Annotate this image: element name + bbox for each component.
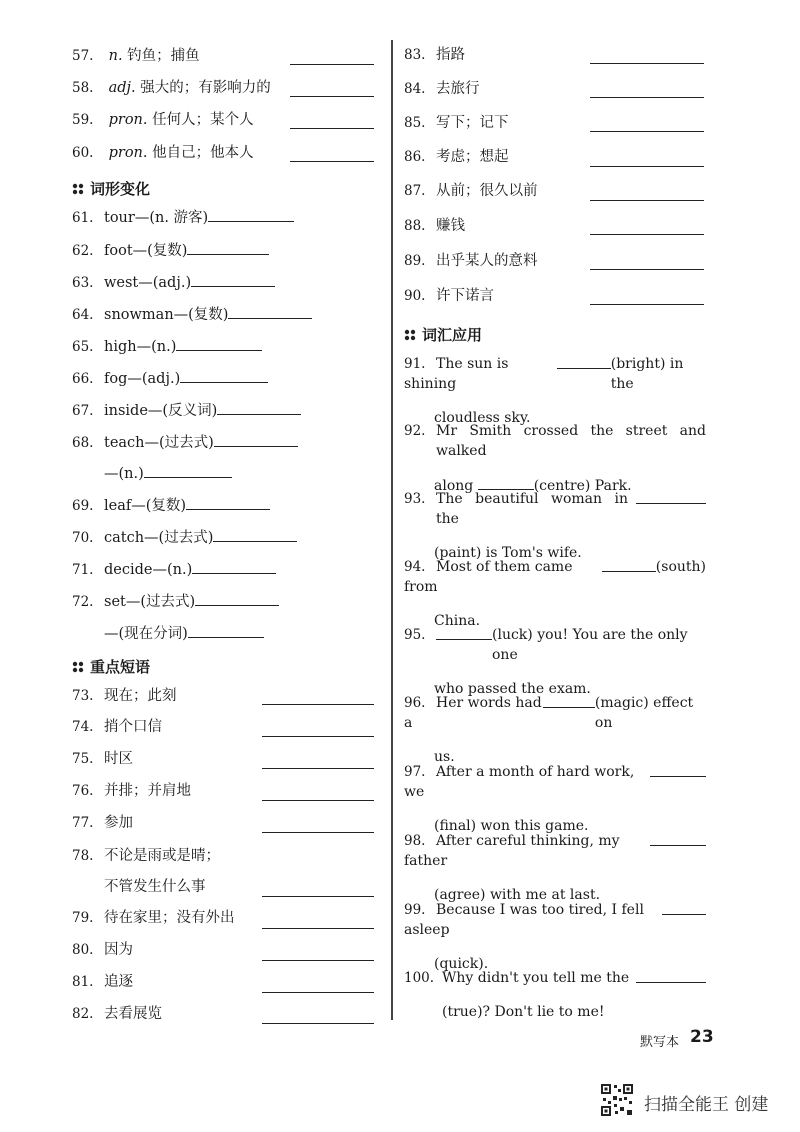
item-text: 去看展览 [104, 1006, 162, 1022]
section-heading-vocab-use [404, 324, 482, 345]
vocab-item-60 [72, 143, 254, 163]
sentence-text: (luck) you! You are the only one [492, 627, 688, 663]
item-text: 不管发生什么事 [104, 879, 206, 895]
sentence-item-96 [404, 693, 706, 767]
item-text: 现在；此刻 [104, 688, 177, 704]
item-number: 92. [404, 423, 426, 439]
phrase-item [404, 45, 465, 65]
word-form-item [72, 240, 269, 261]
answer-blank[interactable] [290, 128, 374, 129]
word-form-item [72, 463, 232, 484]
sentence-text: Mr Smith crossed the street and walked [436, 423, 706, 459]
item-number: 65. [72, 339, 94, 355]
answer-blank[interactable] [213, 527, 297, 542]
sentence-item-95 [404, 625, 706, 699]
item-text: —(n.) [104, 466, 144, 482]
item-text: fog—(adj.) [104, 371, 181, 387]
sentence-text: Because I was too tired, I fell asleep [404, 902, 644, 938]
answer-blank[interactable] [262, 928, 374, 929]
section-bullet-icon [72, 661, 84, 673]
item-text: 捎个口信 [104, 719, 162, 735]
answer-blank[interactable] [436, 625, 492, 640]
item-number: 73. [72, 688, 94, 704]
item-number: 58. [72, 80, 94, 96]
phrase-item [404, 113, 509, 133]
item-number: 80. [72, 942, 94, 958]
sentence-text: (bright) in the [610, 356, 684, 392]
word-form-item [72, 591, 279, 612]
sentence-continuation: (final) won this game. [434, 818, 589, 834]
phrase-item [404, 181, 538, 201]
sentence-item-99 [404, 900, 706, 974]
part-of-speech: pron. [108, 112, 148, 128]
word-form-item [72, 368, 268, 389]
item-number: 83. [404, 47, 426, 63]
phrase-item [404, 251, 538, 271]
sentence-continuation: (quick). [434, 956, 489, 972]
item-text: 强大的；有影响力的 [140, 80, 271, 96]
item-number: 64. [72, 307, 94, 323]
answer-blank[interactable] [650, 831, 706, 846]
item-number: 68. [72, 435, 94, 451]
sentence-continuation: China. [434, 613, 481, 629]
sentence-text: Her words had a [404, 695, 542, 731]
phrase-item [72, 686, 177, 706]
item-text: 因为 [104, 942, 133, 958]
answer-blank[interactable] [650, 762, 706, 777]
word-form-item [72, 336, 262, 357]
item-number: 87. [404, 183, 426, 199]
answer-blank[interactable] [478, 475, 534, 490]
phrase-item [72, 813, 133, 833]
word-form-item [72, 527, 297, 548]
sentence-text: The sun is shining [404, 356, 509, 392]
item-text: 出乎某人的意料 [436, 253, 538, 269]
section-title: 词汇应用 [422, 326, 483, 344]
answer-blank[interactable] [590, 200, 704, 201]
answer-blank[interactable] [590, 97, 704, 98]
answer-blank[interactable] [557, 354, 610, 369]
sentence-item-97 [404, 762, 706, 836]
phrase-item [72, 1004, 162, 1024]
item-text: 赚钱 [436, 218, 465, 234]
item-number: 78. [72, 848, 94, 864]
phrase-item-continued [72, 877, 206, 897]
answer-blank[interactable] [228, 304, 312, 319]
qr-code-icon [600, 1083, 634, 1117]
item-text: west—(adj.) [104, 275, 192, 291]
item-number: 85. [404, 115, 426, 131]
footer-label: 默写本 [640, 1035, 680, 1050]
part-of-speech: n. [108, 48, 123, 64]
item-text: 他自己；他本人 [152, 145, 254, 161]
item-number: 94. [404, 559, 426, 575]
phrase-item [404, 79, 480, 99]
sentence-text: along [434, 478, 474, 494]
word-form-item [72, 623, 264, 644]
item-text: leaf—(复数) [104, 498, 187, 514]
item-number: 82. [72, 1006, 94, 1022]
answer-blank[interactable] [195, 591, 279, 606]
item-number: 97. [404, 764, 426, 780]
sentence-text: After a month of hard work, we [404, 764, 635, 800]
item-number: 84. [404, 81, 426, 97]
answer-blank[interactable] [590, 131, 704, 132]
answer-blank[interactable] [590, 304, 704, 305]
part-of-speech: pron. [108, 145, 148, 161]
item-text: foot—(复数) [104, 243, 188, 259]
phrase-item [72, 908, 235, 928]
item-text: 考虑；想起 [436, 149, 509, 165]
item-number: 76. [72, 783, 94, 799]
answer-blank[interactable] [262, 768, 374, 769]
column-divider [391, 40, 393, 1020]
item-number: 57. [72, 48, 94, 64]
answer-blank[interactable] [262, 992, 374, 993]
item-text: 指路 [436, 47, 465, 63]
answer-blank[interactable] [186, 495, 270, 510]
item-number: 77. [72, 815, 94, 831]
sentence-text: (centre) Park. [533, 478, 632, 494]
answer-blank[interactable] [208, 207, 294, 222]
answer-blank[interactable] [180, 368, 268, 383]
item-text: snowman—(复数) [104, 307, 229, 323]
sentence-text: Why didn't you tell me the [442, 970, 630, 986]
answer-blank[interactable] [262, 1023, 374, 1024]
word-form-item [72, 400, 301, 421]
answer-blank[interactable] [290, 96, 374, 97]
item-text: 参加 [104, 815, 133, 831]
section-bullet-icon [404, 329, 416, 341]
item-text: —(现在分词) [104, 626, 188, 642]
item-number: 60. [72, 145, 94, 161]
phrase-item [404, 216, 465, 236]
item-text: 去旅行 [436, 81, 480, 97]
sentence-continuation: (true)? Don't lie to me! [442, 1004, 605, 1020]
item-text: 钓鱼；捕鱼 [127, 48, 200, 64]
item-text: 从前；很久以前 [436, 183, 538, 199]
answer-blank[interactable] [290, 64, 374, 65]
vocab-item-58 [72, 78, 271, 98]
sentence-item-92 [404, 421, 706, 496]
word-form-item [72, 432, 298, 453]
phrase-item [72, 749, 133, 769]
answer-blank[interactable] [602, 557, 656, 572]
section-title: 重点短语 [90, 658, 151, 676]
part-of-speech: adj. [108, 80, 136, 96]
answer-blank[interactable] [144, 463, 232, 478]
word-form-item [72, 304, 312, 325]
item-text: teach—(过去式) [104, 435, 214, 451]
answer-blank[interactable] [590, 234, 704, 235]
item-text: high—(n.) [104, 339, 177, 355]
item-number: 93. [404, 491, 426, 507]
answer-blank[interactable] [636, 489, 706, 504]
answer-blank[interactable] [543, 693, 595, 708]
sentence-continuation: cloudless sky. [434, 410, 531, 426]
answer-blank[interactable] [188, 623, 264, 638]
phrase-item [72, 972, 133, 992]
item-number: 89. [404, 253, 426, 269]
answer-blank[interactable] [187, 240, 269, 255]
answer-blank[interactable] [590, 166, 704, 167]
answer-blank[interactable] [262, 800, 374, 801]
phrase-item [404, 286, 494, 306]
item-number: 81. [72, 974, 94, 990]
item-number: 71. [72, 562, 94, 578]
item-text: catch—(过去式) [104, 530, 214, 546]
item-text: 时区 [104, 751, 133, 767]
sentence-text: After careful thinking, my father [404, 833, 620, 869]
vocab-item-59 [72, 110, 254, 130]
answer-blank[interactable] [176, 336, 262, 351]
sentence-continuation: (paint) is Tom's wife. [434, 545, 582, 561]
answer-blank[interactable] [636, 968, 706, 983]
word-form-item [72, 559, 276, 580]
answer-blank[interactable] [191, 272, 275, 287]
sentence-text: Most of them came from [404, 559, 573, 595]
sentence-continuation: (agree) with me at last. [434, 887, 601, 903]
answer-blank[interactable] [590, 63, 704, 64]
phrase-item [72, 781, 191, 801]
item-number: 99. [404, 902, 426, 918]
item-number: 86. [404, 149, 426, 165]
sentence-item-91 [404, 354, 706, 428]
page-number: 23 [690, 1027, 714, 1047]
item-number: 59. [72, 112, 94, 128]
answer-blank[interactable] [662, 900, 706, 915]
item-number: 63. [72, 275, 94, 291]
item-number: 90. [404, 288, 426, 304]
item-number: 69. [72, 498, 94, 514]
phrase-item [72, 846, 220, 866]
word-form-item [72, 495, 270, 516]
item-text: inside—(反义词) [104, 403, 218, 419]
answer-blank[interactable] [290, 161, 374, 162]
item-number: 67. [72, 403, 94, 419]
sentence-item-94 [404, 557, 706, 631]
item-number: 95. [404, 627, 426, 643]
item-number: 74. [72, 719, 94, 735]
item-text: set—(过去式) [104, 594, 196, 610]
sentence-item-93 [404, 489, 706, 563]
word-form-item [72, 272, 275, 293]
sentence-item-98 [404, 831, 706, 905]
item-number: 96. [404, 695, 426, 711]
section-bullet-icon [72, 183, 84, 195]
item-number: 66. [72, 371, 94, 387]
item-text: decide—(n.) [104, 562, 193, 578]
section-title: 词形变化 [90, 180, 151, 198]
phrase-item [72, 940, 133, 960]
phrase-item [404, 147, 509, 167]
item-text: 追逐 [104, 974, 133, 990]
phrase-item [72, 717, 162, 737]
sentence-item-100 [404, 968, 706, 1022]
item-number: 70. [72, 530, 94, 546]
answer-blank[interactable] [262, 736, 374, 737]
answer-blank[interactable] [192, 559, 276, 574]
section-heading-phrases [72, 656, 150, 677]
item-text: 任何人；某个人 [152, 112, 254, 128]
scanner-watermark: 扫描全能王 创建 [644, 1095, 769, 1115]
answer-blank[interactable] [262, 960, 374, 961]
sentence-continuation: who passed the exam. [434, 681, 591, 697]
sentence-continuation: us. [434, 749, 455, 765]
item-number: 79. [72, 910, 94, 926]
item-number: 75. [72, 751, 94, 767]
item-text: 许下诺言 [436, 288, 494, 304]
item-number: 91. [404, 356, 426, 372]
answer-blank[interactable] [262, 704, 374, 705]
item-number: 72. [72, 594, 94, 610]
item-text: 待在家里；没有外出 [104, 910, 235, 926]
item-number: 88. [404, 218, 426, 234]
sentence-text: The beautiful woman in the [436, 491, 628, 527]
item-number: 62. [72, 243, 94, 259]
answer-blank[interactable] [590, 269, 704, 270]
item-text: 写下；记下 [436, 115, 509, 131]
answer-blank[interactable] [214, 432, 298, 447]
sentence-text: (south) [655, 559, 706, 575]
answer-blank[interactable] [262, 832, 374, 833]
answer-blank[interactable] [217, 400, 301, 415]
word-form-item [72, 207, 294, 228]
item-text: tour—(n. 游客) [104, 210, 209, 226]
answer-blank[interactable] [262, 896, 374, 897]
item-number: 98. [404, 833, 426, 849]
sentence-text: (magic) effect on [594, 695, 694, 731]
item-number: 100. [404, 970, 435, 986]
section-heading-word-forms [72, 178, 150, 199]
item-number: 61. [72, 210, 94, 226]
item-text: 并排；并肩地 [104, 783, 191, 799]
vocab-item-57 [72, 46, 200, 66]
item-text: 不论是雨或是晴； [104, 848, 220, 864]
